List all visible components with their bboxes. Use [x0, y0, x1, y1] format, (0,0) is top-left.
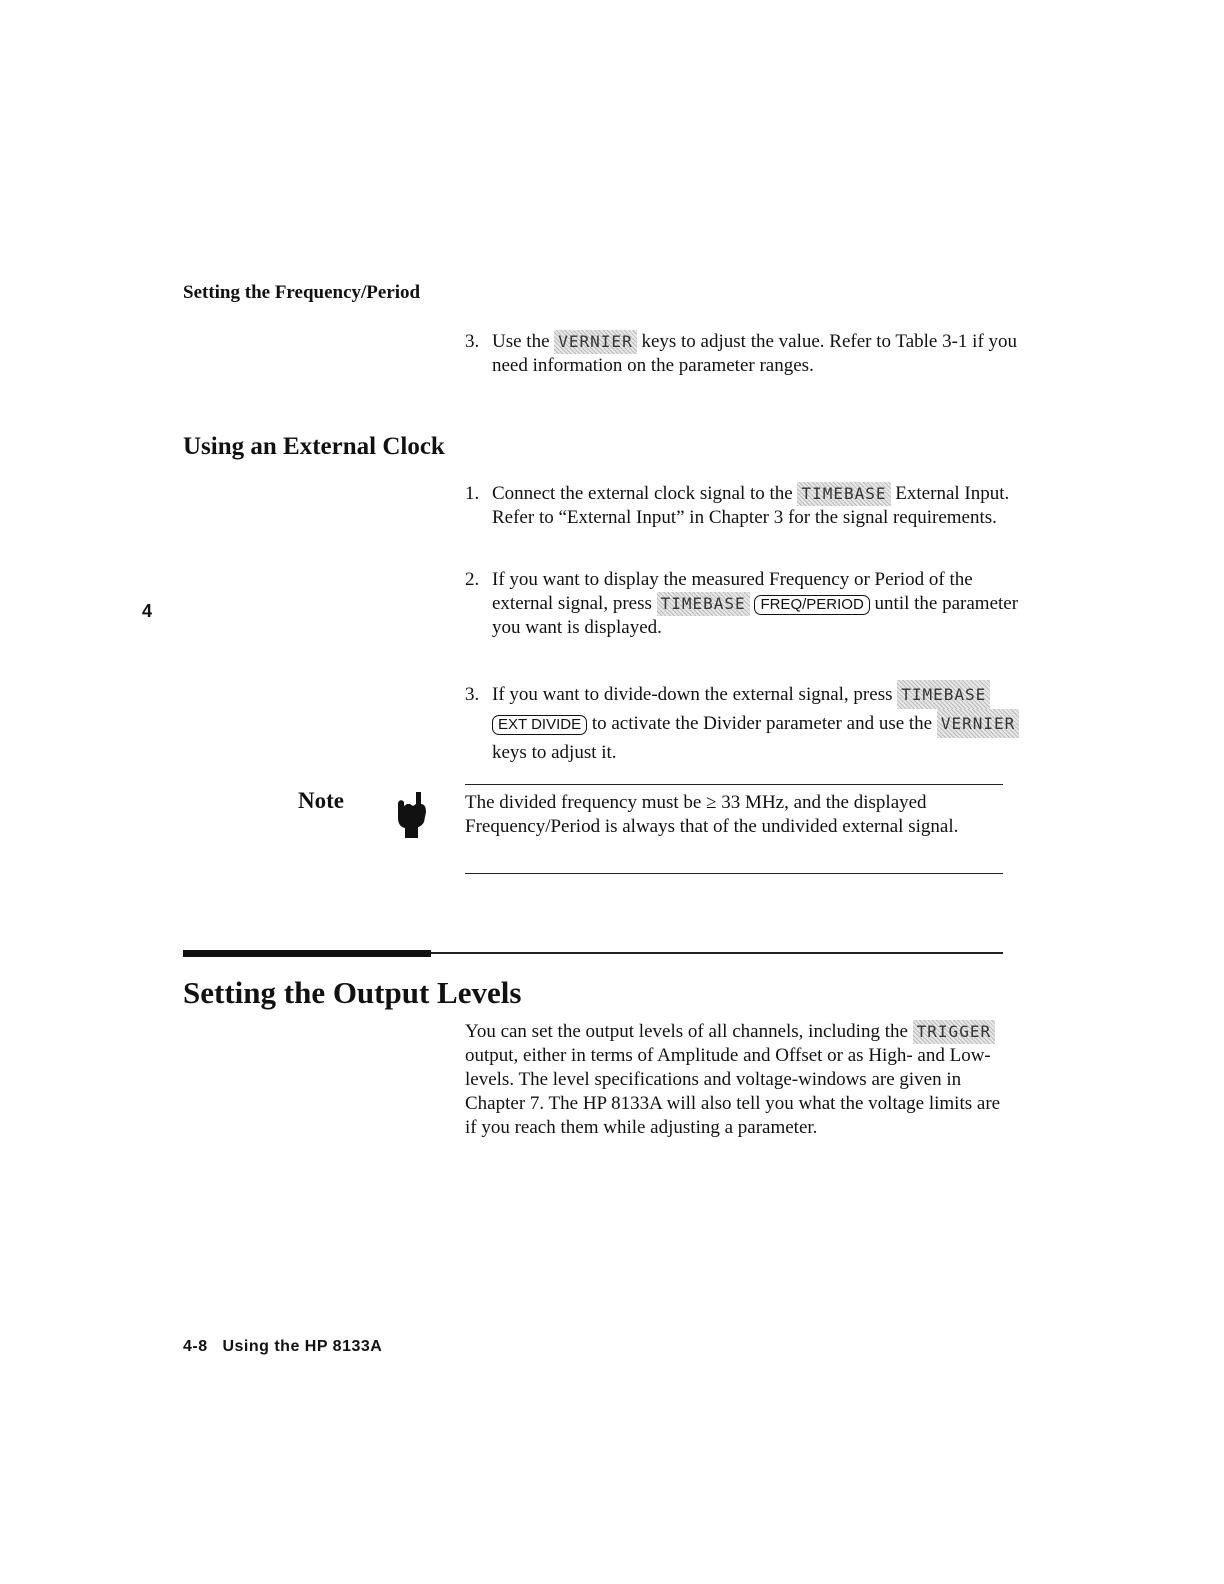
- step-text-post: until the parameter you want is displayed.: [492, 593, 1019, 638]
- pointing-hand-icon: [394, 790, 428, 840]
- section-divider-accent: [183, 950, 431, 957]
- step-number: 3.: [465, 684, 480, 705]
- freq-period-key: FREQ/PERIOD: [754, 595, 869, 615]
- running-header: Setting the Frequency/Period: [183, 282, 421, 303]
- step-text: [492, 680, 1025, 767]
- section-heading-external-clock: Using an External Clock: [183, 433, 445, 460]
- trigger-softkey: TRIGGER: [913, 1020, 995, 1044]
- step-text-post: keys to adjust it.: [492, 742, 617, 763]
- vernier-softkey: VERNIER: [554, 330, 636, 354]
- step-text-post: External Input. Refer to “External Input” in Chapter 3 for the signal requirements.: [492, 483, 1010, 528]
- step-text-pre: Connect the external clock signal to the: [492, 483, 793, 504]
- note-rule-top: [465, 784, 1003, 785]
- external-clock-step-2: [465, 568, 1025, 640]
- step-text-mid: to activate the Divider parameter and use the: [591, 713, 933, 734]
- page-footer: 4-8 Using the HP 8133A: [183, 1338, 383, 1355]
- note-text: The divided frequency must be ≥ 33 MHz, and the displayed Frequency/Period is always that of the undivided external signal.: [465, 792, 959, 837]
- step-number: 1.: [465, 483, 480, 504]
- external-clock-step-1: [465, 482, 1025, 530]
- vernier-softkey: VERNIER: [937, 709, 1019, 738]
- step-text: [492, 482, 1025, 530]
- note-rule-bottom: [465, 873, 1003, 874]
- output-levels-paragraph: [465, 1020, 1005, 1140]
- step-text-post: keys to adjust the value. Refer to Table 3-1 if you need information on the parameter ranges.: [492, 331, 1018, 376]
- step-vernier: [465, 330, 1025, 378]
- timebase-softkey: TIMEBASE: [797, 482, 890, 506]
- timebase-softkey: TIMEBASE: [897, 680, 990, 709]
- note-label: Note: [298, 788, 344, 813]
- step-text: [492, 568, 1025, 640]
- ext-divide-key: EXT DIVIDE: [492, 715, 587, 735]
- step-number: 2.: [465, 569, 480, 590]
- step-text-pre: Use the: [492, 331, 550, 352]
- external-clock-step-3: [465, 680, 1025, 767]
- step-text-pre: If you want to divide-down the external signal, press: [492, 684, 893, 705]
- step-number: 3.: [465, 331, 480, 352]
- chapter-tab: 4: [142, 601, 153, 621]
- paragraph-text-pre: You can set the output levels of all channels, including the: [465, 1021, 908, 1042]
- timebase-softkey: TIMEBASE: [657, 592, 750, 616]
- paragraph-text-post: output, either in terms of Amplitude and Offset or as High- and Low-levels. The level specifications and voltage-windows are given in Chapter 7. The HP 8133A will also tell you what the voltage limits are if you reach them while adjusting a parameter.: [465, 1045, 1001, 1138]
- step-text: [492, 330, 1025, 378]
- step-text-pre: If you want to display the measured Frequency or Period of the external signal, press: [492, 569, 973, 614]
- section-heading-output-levels: Setting the Output Levels: [183, 975, 522, 1010]
